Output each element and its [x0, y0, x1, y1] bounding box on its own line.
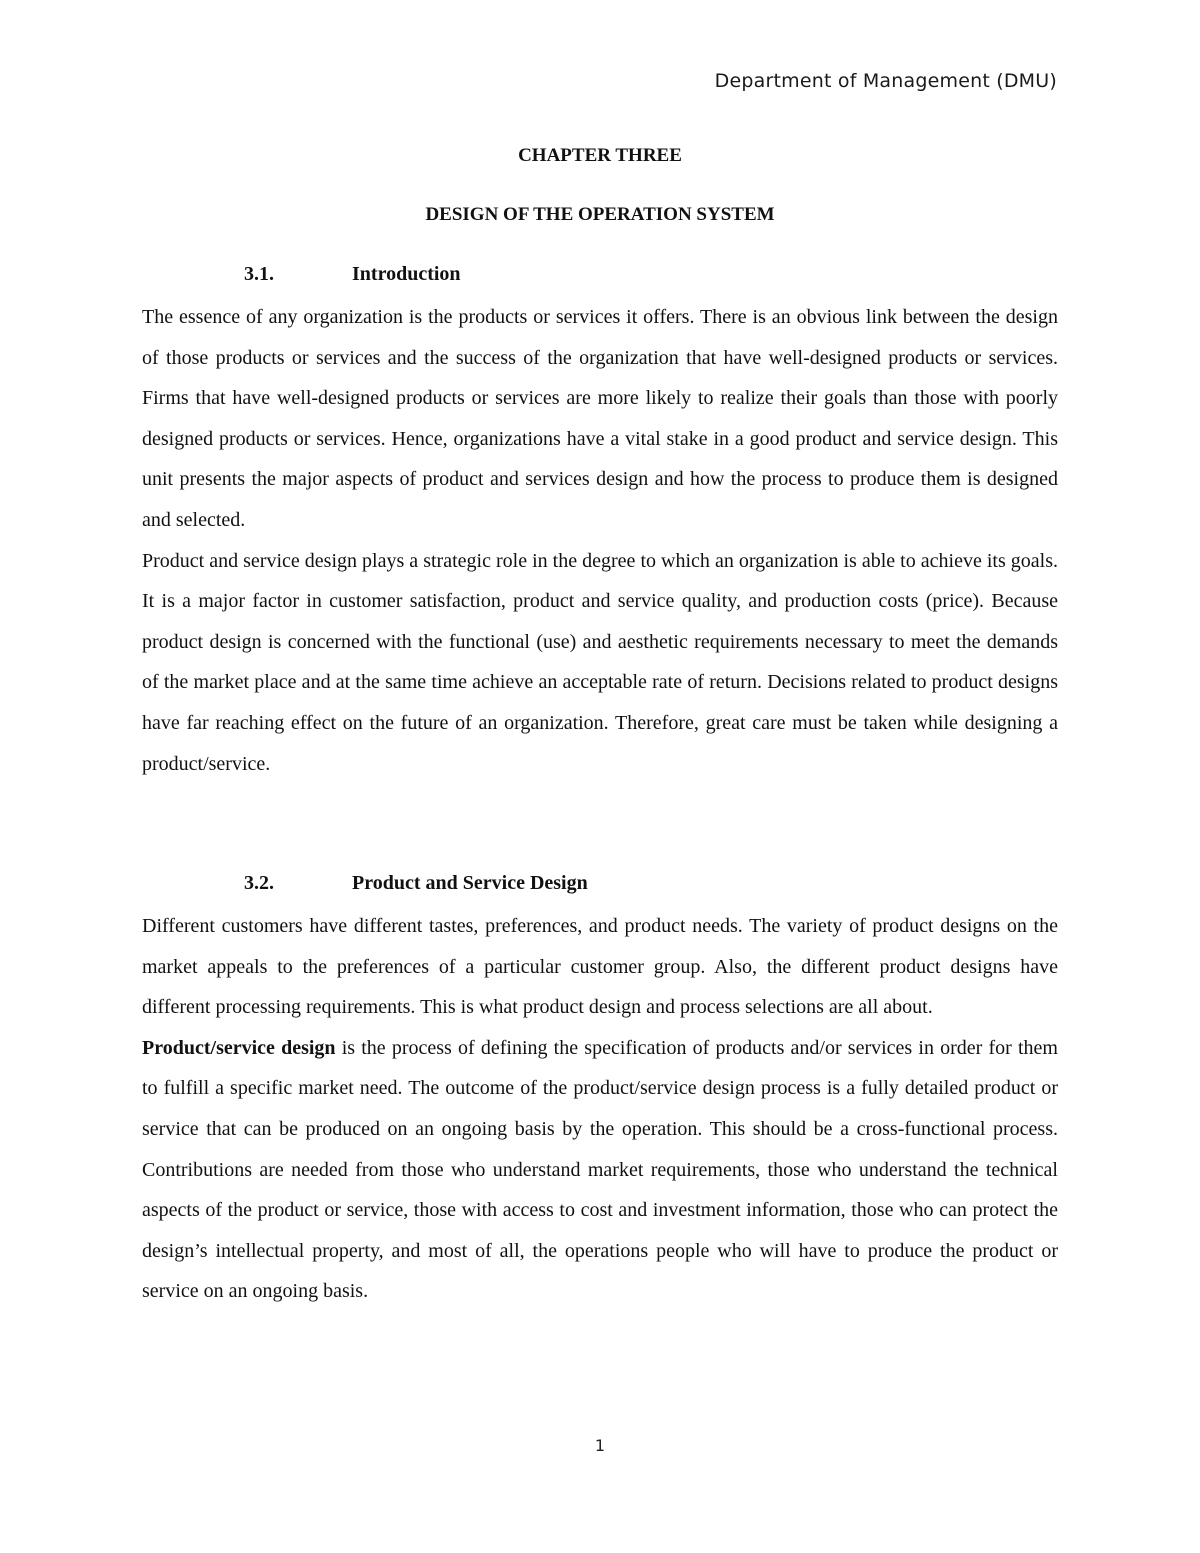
page-header: Department of Management (DMU) — [714, 70, 1057, 92]
section-body-introduction — [142, 297, 1058, 784]
section-heading-product-service-design — [244, 872, 588, 895]
paragraph: The essence of any organization is the products or services it offers. There is an obvious link between the design of those products or services and the success of the organization that have well-designed products or services. Firms that have well-designed products or services are more likely to realize their goals than those with poorly designed products or services. Hence, organizations have a vital stake in a good product and service design. This unit presents the major aspects of product and services design and how the process to produce them is designed and selected. — [142, 306, 1058, 531]
definition-text: is the process of defining the specification of products and/or services in order for them to fulfill a specific market need. The outcome of the product/service design process is a fully detailed product or service that can be produced on an ongoing basis by the operation. This should be a cross-functional process. Contributions are needed from those who understand market requirements, those who understand the technical aspects of the product or service, those with access to cost and investment information, those who can protect the design’s intellectual property, and most of all, the operations people who will have to produce the product or service on an ongoing basis. — [142, 1036, 1058, 1303]
definition-paragraph — [142, 1028, 1058, 1312]
paragraph: Different customers have different tastes, preferences, and product needs. The variety of product designs on the market appeals to the preferences of a particular customer group. Also, the different product designs have different processing requirements. This is what product design and process selections are all about. — [142, 915, 1058, 1019]
section-number: 3.2. — [244, 872, 274, 894]
section-body-product-service-design — [142, 906, 1058, 1312]
chapter-subtitle: DESIGN OF THE OPERATION SYSTEM — [425, 204, 775, 225]
chapter-title: CHAPTER THREE — [518, 145, 682, 166]
section-title: Product and Service Design — [352, 872, 588, 894]
section-title: Introduction — [352, 263, 461, 285]
section-number: 3.1. — [244, 263, 274, 285]
defined-term: Product/service design — [142, 1036, 336, 1059]
paragraph: Product and service design plays a strategic role in the degree to which an organization is able to achieve its goals. It is a major factor in customer satisfaction, product and service quality, and production costs (price). Because product design is concerned with the functional (use) and aesthetic requirements necessary to meet the demands of the market place and at the same time achieve an acceptable rate of return. Decisions related to product designs have far reaching effect on the future of an organization. Therefore, great care must be taken while designing a product/service. — [142, 549, 1058, 775]
section-heading-introduction — [244, 263, 461, 286]
page-number: 1 — [594, 1436, 606, 1455]
